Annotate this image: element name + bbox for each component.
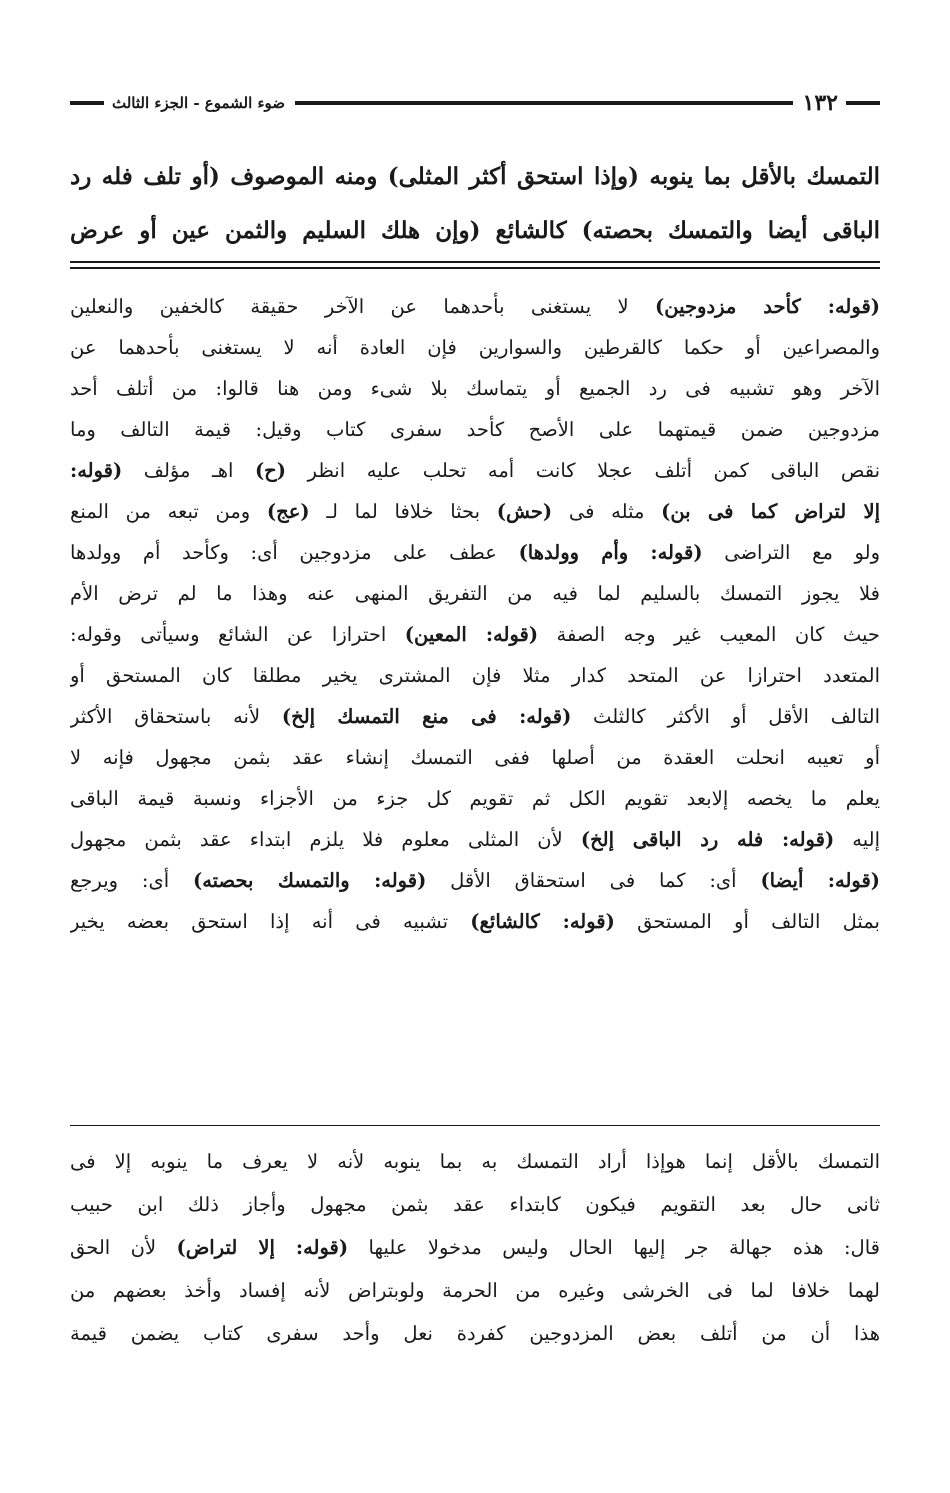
text-run: لأن الحق [70,1236,177,1259]
commentary-line [70,614,880,655]
footnote-text [70,1140,880,1355]
text-run: حيث كان المعيب غير وجه الصفة [538,623,880,646]
footnote-separator [70,1125,880,1126]
text-run: مثله فى [552,500,662,523]
text-run: أى: كما فى استحقاق الأقل [426,869,761,892]
bold-lemma: (عج) [266,500,310,523]
bold-lemma: (قوله: المعين) [404,623,539,646]
main-text-line: الباقى أيضا والتمسك بحصته) كالشائع (وإن هلك السليم والثمن عين أو عرض [70,217,880,244]
commentary-text [70,286,880,942]
text-run: بمثل التالف أو المستحق [614,910,880,933]
footnote-line [70,1140,880,1183]
bold-lemma: إلا لتراض كما فى بن) [661,500,880,523]
commentary-line [70,901,880,942]
text-run: نقص الباقى كمن أتلف عجلا كانت أمه تحلب عليه انظر [286,459,880,482]
text-run: لأنه باستحقاق الأكثر [70,705,282,728]
commentary-line [70,450,880,491]
commentary-line [70,655,880,696]
text-run: ثانى حال بعد التقويم فيكون كابتداء عقد بثمن مجهول وأجاز ذلك ابن حبيب [70,1193,880,1216]
text-run: التالف الأقل أو الأكثر كالثلث [571,705,880,728]
footnote-line [70,1183,880,1226]
text-run: والمصراعين أو حكما كالقرطين والسوارين فإن العادة أنه لا يستغنى بأحدهما عن [70,336,880,359]
separator-rule-top [70,261,880,263]
main-text-line: التمسك بالأقل بما ينوبه (وإذا استحق أكثر المثلى) ومنه الموصوف (أو تلف فله رد [70,163,880,190]
commentary-line [70,860,880,901]
text-run: لا يستغنى بأحدهما عن الآخر حقيقة كالخفين والنعلين [70,295,656,318]
text-run: يعلم ما يخصه إلابعد تقويم الكل ثم تقويم كل جزء من الأجزاء ونسبة قيمة الباقى [70,787,880,810]
bold-lemma: (قوله: وأم وولدها) [518,541,703,564]
bold-lemma: (حش) [496,500,553,523]
text-run: أى: ويرجع [70,869,193,892]
text-run: ولو مع التراضى [702,541,880,564]
text-run: إليه [834,828,880,851]
commentary-line [70,409,880,450]
commentary-line [70,368,880,409]
text-run: ومن تبعه من المنع [70,500,267,523]
bold-lemma: (قوله: كالشائع) [470,910,615,933]
text-run: المتعدد احترازا عن المتحد كدار مثلا فإن المشترى يخير مطلقا كان المستحق أو [70,664,880,687]
bold-lemma: (قوله: فى منع التمسك إلخ) [281,705,572,728]
commentary-line [70,778,880,819]
separator-rule-bottom [70,267,880,269]
text-run: فلا يجوز التمسك بالسليم لما فيه من التفريق المنهى عنه وهذا ما لم ترض الأم [70,582,880,605]
bold-lemma: (قوله: كأحد مزدوجين) [655,295,880,318]
text-run: تشبيه فى أنه إذا استحق بعضه يخير [70,910,471,933]
commentary-line [70,819,880,860]
text-run: التمسك بالأقل إنما هوإذا أراد التمسك به بما ينوبه لأنه لا يعرف ما ينوبه إلا فى [70,1150,880,1173]
text-run: لهما خلافا لما فى الخرشى وغيره من الحرمة ولوبتراض لأنه إفساد وأخذ بعضهم من [70,1279,880,1302]
text-run: عطف على مزدوجين أى: وكأحد أم وولدها [70,541,519,564]
bold-lemma: (ح) [254,459,286,482]
bold-lemma: (قوله: والتمسك بحصته) [192,869,427,892]
text-run: احترازا عن الشائع وسيأتى وقوله: [70,623,405,646]
commentary-line [70,573,880,614]
running-header [70,88,880,118]
header-dash-end [70,101,104,105]
bold-lemma: (قوله: فله رد الباقى إلخ) [580,828,835,851]
commentary-line [70,491,880,532]
text-run: قال: هذه جهالة جر إليها الحال وليس مدخولا عليها [348,1236,880,1259]
commentary-line [70,327,880,368]
text-run: هذا أن من أتلف بعض المزدوجين كفردة نعل وأحد سفرى كتاب يضمن قيمة [70,1322,880,1345]
text-run: أو تعيبه انحلت العقدة من أصلها ففى التمسك إنشاء عقد بثمن مجهول فإنه لا [70,746,880,769]
header-rule [295,101,793,105]
book-title: ضوء الشموع - الجزء الثالث [112,94,286,112]
text-run: اهـ مؤلف [122,459,255,482]
bold-lemma: (قوله: [70,459,123,482]
text-run: لأن المثلى معلوم فلا يلزم ابتداء عقد بثمن مجهول [70,828,581,851]
commentary-line [70,696,880,737]
commentary-line [70,532,880,573]
footnote-line [70,1269,880,1312]
page-number: ١٣٢ [802,90,838,116]
text-run: مزدوجين ضمن قيمتهما على الأصح كأحد سفرى كتاب وقيل: قيمة التالف وما [70,418,880,441]
footnote-line [70,1226,880,1269]
footnote-line [70,1312,880,1355]
bold-lemma: (قوله: إلا لتراض) [176,1236,349,1259]
header-dash [846,101,880,105]
main-text [70,152,880,260]
text-run: الآخر وهو تشبيه فى رد الجميع أو يتماسك بلا شىء ومن هنا قالوا: من أتلف أحد [70,377,880,400]
commentary-line [70,286,880,327]
commentary-line [70,737,880,778]
text-run: بحثا خلافا لما لـ [309,500,497,523]
bold-lemma: (قوله: أيضا) [760,869,880,892]
